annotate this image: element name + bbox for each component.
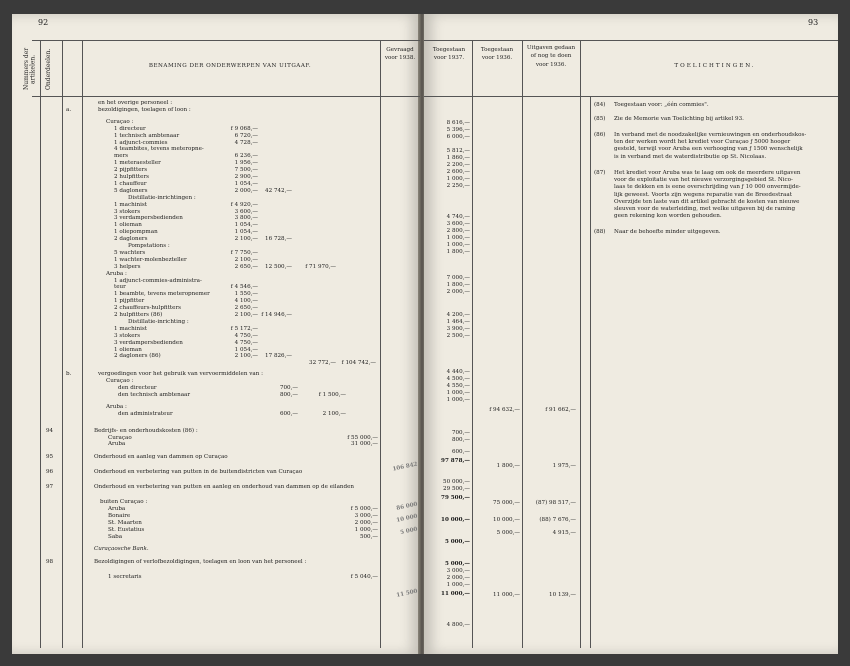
toegestaan-1937-value: 11 000,—: [441, 591, 470, 597]
note-line: Het krediet voor Aruba was te laag om ook de meerdere uitgaven: [614, 170, 801, 176]
toegestaan-1937-value: 8 616,—: [446, 120, 470, 126]
row-label: 2 dagloners: [114, 236, 148, 243]
right-page: [424, 14, 838, 654]
header-rule-bottom: [424, 96, 838, 97]
sub-article-number: b.: [66, 371, 72, 378]
toegestaan-1937-value: 5 000,—: [444, 539, 470, 545]
header-nummers: Nummers der artikelen.: [23, 47, 37, 91]
toegestaan-1937-value: 5 000,—: [444, 561, 470, 567]
header-gevraagd: Gevraagd voor 1938.: [384, 47, 416, 62]
toegestaan-1937-value: 1 000,—: [446, 235, 470, 241]
row-amount: 2 000,—: [354, 519, 378, 526]
header-rule-top: [424, 40, 838, 41]
note-line: laas te dekken en is eene overschrijding van ƒ 10 000 onvermijde-: [614, 184, 801, 191]
row-label: Curaçao :: [106, 378, 134, 385]
row-label: 1 pijpfitter: [114, 298, 145, 305]
row-subtotal: 2 100,—: [322, 410, 346, 417]
row-amount: f 5 040,—: [350, 574, 378, 581]
toegestaan-1937-value: 4 550,—: [446, 383, 470, 389]
row-amount: 1 000,—: [354, 526, 378, 533]
toegestaan-1937-value: 2 200,—: [446, 162, 470, 168]
row-amount: 2 100,—: [234, 312, 258, 318]
column-rule: [62, 40, 63, 648]
toegestaan-1937-value: 2 000,—: [446, 575, 470, 581]
toegestaan-1937-value: 3 600,—: [446, 221, 470, 227]
header-onderdeelen: Onderdeelen.: [45, 48, 52, 90]
row-label: en het overige personeel :: [98, 100, 173, 106]
toegestaan-1937-value: 2 250,—: [446, 183, 470, 189]
row-label: vergoedingen voor het gebruik van vervoermiddelen van :: [98, 371, 263, 378]
article-number: 98: [46, 559, 54, 566]
toegestaan-1936-value: 11 000,—: [493, 592, 520, 598]
column-rule: [40, 40, 41, 648]
toegestaan-1937-value: 800,—: [451, 437, 470, 443]
note-text: Zie de Memorie van Toelichting bij artikel 93.: [614, 116, 744, 122]
row-label: 3 helpers: [114, 263, 141, 270]
row-amount: 3 800,—: [234, 215, 258, 222]
row-label: Curaçaosche Bank.: [94, 546, 149, 553]
row-amount: 2 100,—: [234, 353, 258, 360]
row-label: 1 secretaris: [108, 574, 142, 581]
header-toelichtingen: TOELICHTINGEN.: [674, 63, 756, 69]
row-amount: 6 236,—: [234, 153, 258, 160]
row-label: 3 verdampersbedienden: [114, 215, 183, 222]
column-rule: [82, 40, 83, 648]
uitgaven-value: 4 915,—: [552, 530, 576, 536]
note-ref: (87): [594, 170, 606, 176]
row-label: St. Eustatius: [108, 526, 145, 533]
row-label: 1 oliepompman: [114, 229, 158, 236]
row-subtotal: 17 826,—: [265, 353, 292, 360]
toegestaan-1937-value: 10 000,—: [441, 517, 470, 523]
row-label: Curaçao :: [106, 118, 134, 125]
row-label: 2 pijpfitters: [114, 167, 148, 174]
row-label: 3 verdampersbedienden: [114, 339, 183, 346]
note-text: Toegestaan voor: „één commies".: [614, 102, 709, 108]
toegestaan-1937-value: 700,—: [451, 430, 470, 436]
row-amount: 1 054,—: [234, 229, 258, 236]
row-amount: 31 000,—: [351, 441, 378, 448]
note-line: geen rekening kon worden gehouden.: [614, 213, 722, 220]
row-label: 3 stokers: [114, 208, 141, 215]
row-label: Pompstations :: [128, 243, 170, 249]
row-amount: 4 750,—: [234, 339, 258, 346]
row-amount: 1 054,—: [234, 222, 258, 229]
row-total: 32 772,—: [309, 360, 336, 367]
note-line: In verband met de noodzakelijke vernieuwingen en onderhoudskos-: [614, 132, 807, 138]
row-label: bezoldigingen, toelagen of loon :: [98, 106, 191, 113]
row-amount: 3 000,—: [354, 512, 378, 519]
row-subtotal: 16 728,—: [265, 236, 292, 243]
column-rule: [522, 40, 523, 648]
row-label: den technisch ambtenaar: [118, 391, 191, 398]
gevraagd-value: 10 000: [395, 513, 419, 524]
note-line: is in verband met de waterdistributie op St. Nicolaas.: [614, 153, 767, 160]
toegestaan-1937-value: 600,—: [451, 449, 470, 455]
note-ref: (88): [594, 229, 606, 235]
column-rule: [472, 40, 473, 648]
header-toegestaan-1937: Toegestaan voor 1937.: [432, 47, 466, 62]
toegestaan-1937-value: 1 464,—: [446, 319, 470, 325]
toegestaan-1937-value: 2 500,—: [446, 333, 470, 339]
row-label: 1 adjunct-commies-administra-: [114, 277, 202, 284]
row-label: 5 dagloners: [114, 187, 148, 194]
note-line: gesteld, terwijl voor Aruba een verhooging van ƒ 1500 wenschelijk: [614, 146, 803, 153]
row-label: Bedrijfs- en onderhoudskosten (86) :: [94, 427, 198, 434]
row-label: 2 hulpfitters: [114, 174, 149, 180]
row-label: mers: [114, 153, 129, 160]
note-line: lijk geweest. Voorts zijn wegens reparatie van de Breedestraat: [614, 191, 792, 198]
row-label: 2 hulpfitters (86): [114, 312, 163, 318]
toegestaan-1936-value: 1 800,—: [496, 463, 520, 469]
row-label: 1 meteraesteller: [114, 160, 161, 167]
row-label: St. Maarten: [108, 519, 142, 526]
header-rule-bottom: [32, 96, 420, 97]
row-label: Onderhoud en verbetering van putten in de buitendistricten van Curaçao: [94, 469, 303, 476]
row-label: 4 teambites, tevens meteropne-: [114, 146, 204, 153]
row-amount: 700,—: [279, 385, 298, 391]
row-amount: 1 054,—: [234, 180, 258, 187]
row-amount: f 55 000,—: [347, 434, 378, 441]
row-label: Aruba :: [106, 270, 127, 277]
toegestaan-1937-value: 1 000,—: [446, 397, 470, 403]
row-total-final: f 104 742,—: [341, 360, 376, 367]
header-rule-top: [32, 40, 420, 41]
toegestaan-1937-value: 2 600,—: [446, 169, 470, 175]
row-label: Saba: [108, 533, 123, 540]
row-label: 1 adjunct-commies: [114, 139, 168, 146]
uitgaven-value: f 91 662,—: [545, 407, 576, 413]
note-line: sleuven voor de waterleiding, met welke uitgaven bij de raming: [614, 206, 796, 212]
row-label: Distillatie-inrichtingen :: [128, 194, 196, 201]
toegestaan-1937-value: 4 440,—: [446, 369, 470, 375]
row-total: f 71 970,—: [305, 263, 336, 270]
toegestaan-1937-value: 1 000,—: [446, 390, 470, 396]
article-number: 95: [46, 454, 54, 461]
toegestaan-1936-value: 10 000,—: [493, 517, 520, 523]
header-uitgaven: Uitgaven gedaan of nog te doen voor 1936.: [526, 45, 576, 68]
row-subtotal: f 1 500,—: [318, 391, 346, 398]
toegestaan-1937-value: 2 000,—: [446, 289, 470, 295]
row-label: teur: [114, 284, 126, 291]
row-label: 3 stokers: [114, 332, 141, 339]
toegestaan-1937-value: 4 800,—: [446, 622, 470, 628]
gevraagd-value: 11 500: [395, 588, 419, 599]
row-amount: 4 750,—: [234, 332, 258, 339]
row-amount: 2 650,—: [234, 305, 258, 312]
row-amount: 800,—: [279, 391, 298, 398]
row-amount: 7 500,—: [234, 167, 258, 174]
note-text: Naar de behoefte minder uitgegeven.: [614, 229, 721, 235]
note-ref: (86): [594, 132, 606, 138]
row-label: 1 technisch ambtenaar: [114, 132, 180, 139]
toegestaan-1937-value: 1 800,—: [446, 282, 470, 288]
toegestaan-1936-value: 5 000,—: [496, 530, 520, 536]
toegestaan-1937-value: 50 000,—: [443, 479, 470, 485]
row-amount: 3 600,—: [234, 208, 258, 215]
header-toegestaan-1936: Toegestaan voor 1936.: [480, 47, 514, 62]
uitgaven-value: (88) 7 676,—: [539, 517, 576, 523]
header-benaming: BENAMING DER ONDERWERPEN VAN UITGAAF.: [148, 63, 312, 69]
toegestaan-1937-value: 6 000,—: [446, 134, 470, 140]
row-amount: 2 900,—: [234, 174, 258, 180]
row-amount: f 7 750,—: [230, 249, 258, 256]
column-rule: [580, 40, 581, 648]
row-subtotal: 12 500,—: [265, 263, 292, 270]
row-amount: 2 100,—: [234, 236, 258, 243]
note-ref: (85): [594, 116, 606, 122]
row-label: 2 chauffeurs-hulpfitters: [114, 305, 181, 312]
row-label: 1 wachter-molenbezteller: [114, 256, 187, 263]
toegestaan-1936-value: 75 000,—: [493, 500, 520, 506]
note-ref: (84): [594, 102, 606, 108]
row-label: den administrateur: [118, 410, 173, 417]
row-label: Distillatie-inrichting :: [128, 318, 189, 325]
row-label: Bezoldigingen of verlofbezoldigingen, toelagen en loon van het personeel :: [94, 559, 307, 566]
toegestaan-1937-value: 1 000,—: [446, 582, 470, 588]
note-line: ten der werken wordt het krediet voor Curaçao ƒ 5000 hooger: [614, 139, 791, 146]
row-label: 1 machinist: [114, 201, 148, 208]
row-label: Bonaire: [108, 512, 131, 519]
column-rule: [380, 40, 381, 648]
toegestaan-1937-value: 1 000,—: [446, 242, 470, 248]
toegestaan-1937-value: 2 800,—: [446, 228, 470, 234]
toegestaan-1937-value: 97 878,—: [441, 458, 470, 464]
toegestaan-1937-value: 7 000,—: [446, 275, 470, 281]
row-label: Onderhoud en aanleg van dammen op Curaçao: [94, 454, 228, 461]
gevraagd-value: 86 000: [395, 501, 419, 512]
uitgaven-value: 1 975,—: [552, 463, 576, 469]
toegestaan-1937-value: 4 500,—: [446, 376, 470, 382]
column-rule: [590, 96, 591, 648]
row-label: 1 olieman: [114, 222, 142, 229]
row-amount: 4 100,—: [234, 298, 258, 305]
toegestaan-1937-value: 4 200,—: [446, 312, 470, 318]
row-amount: f 9 068,—: [230, 125, 258, 132]
row-amount: f 4 920,—: [230, 201, 258, 208]
row-label: Aruba: [108, 505, 126, 512]
row-label: Aruba :: [106, 403, 127, 410]
toegestaan-1937-value: 1 000,—: [446, 176, 470, 182]
row-label: 1 chauffeur: [114, 180, 147, 187]
row-label: 5 wachters: [114, 249, 146, 256]
toegestaan-1937-value: 3 000,—: [446, 568, 470, 574]
row-label: 2 dagloners (86): [114, 353, 161, 360]
article-number: 96: [46, 469, 54, 476]
gevraagd-value: 106 842: [392, 461, 419, 473]
row-amount: 6 720,—: [234, 132, 258, 139]
row-label: 1 directeur: [114, 125, 146, 132]
toegestaan-1937-value: 1 860,—: [446, 155, 470, 161]
row-amount: 500,—: [359, 533, 378, 540]
row-label: 1 machinist: [114, 325, 148, 332]
article-number: 97: [46, 484, 54, 491]
uitgaven-value: 10 139,—: [549, 592, 576, 598]
toegestaan-1937-value: 3 900,—: [446, 326, 470, 332]
note-line: voor de exploitatie van het nieuwe verzorgingsgebied St. Nico-: [614, 177, 793, 184]
row-label: 1 beambte, tevens meteropnemer: [114, 291, 210, 298]
toegestaan-1937-value: 29 500,—: [443, 486, 470, 492]
toegestaan-1937-value: 5 396,—: [446, 127, 470, 133]
row-label: Onderhoud en verbetering van putten en aanleg en onderhoud van dammen op de eilanden: [94, 484, 355, 491]
article-number: 94: [46, 427, 54, 434]
row-amount: 600,—: [279, 410, 298, 417]
row-amount: 2 000,—: [234, 187, 258, 194]
row-label: buiten Curaçao :: [100, 499, 148, 505]
row-subtotal: 42 742,—: [265, 187, 292, 194]
row-amount: 2 650,—: [234, 263, 258, 270]
row-amount: 1 054,—: [234, 346, 258, 353]
uitgaven-value: (87) 98 517,—: [535, 500, 576, 506]
row-label: Aruba: [108, 441, 126, 448]
row-amount: f 5 000,—: [350, 505, 378, 512]
toegestaan-1937-value: 79 500,—: [441, 495, 470, 501]
row-label: den directeur: [118, 385, 157, 391]
page-number-left: 92: [38, 18, 49, 27]
sub-article-number: a.: [66, 106, 72, 113]
toegestaan-1937-value: 5 812,—: [446, 148, 470, 154]
row-label: Curaçao: [108, 434, 132, 441]
row-label: 1 olieman: [114, 346, 142, 353]
row-amount: f 4 546,—: [230, 284, 258, 291]
toegestaan-1937-value: 4 740,—: [446, 214, 470, 220]
toegestaan-1937-value: 1 800,—: [446, 249, 470, 255]
row-amount: 2 100,—: [234, 256, 258, 263]
row-amount: 1 956,—: [234, 160, 258, 167]
row-subtotal: f 14 946,—: [261, 312, 292, 318]
row-amount: f 5 172,—: [230, 325, 258, 332]
gevraagd-value: 5 000: [399, 526, 419, 537]
page-number-right: 93: [808, 18, 819, 27]
note-line: Overzijde ten laste van dit artikel gebracht de kosten van nieuwe: [614, 198, 800, 205]
row-amount: 1 550,—: [234, 291, 258, 298]
row-amount: 4 728,—: [234, 139, 258, 146]
toegestaan-1936-value: f 94 632,—: [489, 407, 520, 413]
